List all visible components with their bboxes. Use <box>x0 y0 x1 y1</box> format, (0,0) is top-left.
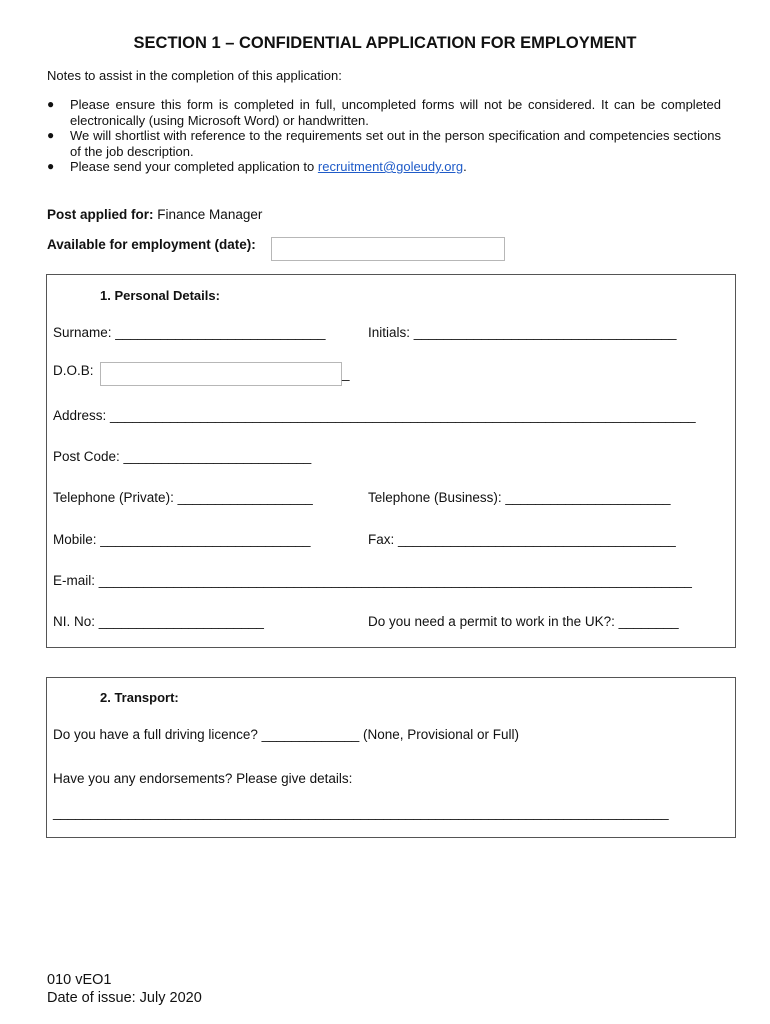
endorsements-label: Have you any endorsements? Please give details: <box>53 771 353 786</box>
note-item <box>47 97 721 128</box>
fax-field[interactable]: Fax: _____________________________________ <box>368 532 676 547</box>
note-text-prefix: Please send your completed application to <box>70 159 318 174</box>
recruitment-email-link[interactable]: recruitment@goleudy.org <box>317 159 464 174</box>
telephone-business-field[interactable]: Telephone (Business): ______________________ <box>368 490 671 505</box>
available-date-label: Available for employment (date): <box>47 237 256 252</box>
available-date-field[interactable] <box>271 237 505 261</box>
email-field[interactable]: E-mail: _______________________________________________________________________________ <box>53 573 692 588</box>
mobile-field[interactable]: Mobile: ____________________________ <box>53 532 311 547</box>
note-item <box>47 159 721 175</box>
dob-label: D.O.B: <box>53 363 94 378</box>
driving-licence-field[interactable]: Do you have a full driving licence? _____________ (None, Provisional or Full) <box>53 727 520 742</box>
bullet-icon: ● <box>47 97 55 111</box>
issue-date: Date of issue: July 2020 <box>47 990 202 1006</box>
dob-field[interactable] <box>100 362 342 386</box>
notes-list <box>47 97 721 175</box>
dob-underline: _ <box>342 366 350 381</box>
address-field[interactable]: Address: ______________________________________________________________________________ <box>53 408 696 423</box>
post-applied-row <box>47 207 262 222</box>
ni-number-field[interactable]: NI. No: ______________________ <box>53 614 264 629</box>
personal-details-heading: 1. Personal Details: <box>100 288 220 303</box>
notes-intro: Notes to assist in the completion of this application: <box>47 68 342 83</box>
bullet-icon: ● <box>47 159 55 173</box>
telephone-private-field[interactable]: Telephone (Private): __________________ <box>53 490 313 505</box>
transport-heading: 2. Transport: <box>100 690 179 705</box>
initials-field[interactable]: Initials: ___________________________________ <box>368 325 677 340</box>
postcode-field[interactable]: Post Code: _________________________ <box>53 449 312 464</box>
surname-field[interactable]: Surname: ____________________________ <box>53 325 326 340</box>
note-text: Please ensure this form is completed in full, uncompleted forms will not be considered. It can be completed electronically (using Microsoft Word) or handwritten. <box>70 97 721 128</box>
post-applied-value: Finance Manager <box>157 207 263 222</box>
page-title: SECTION 1 – CONFIDENTIAL APPLICATION FOR EMPLOYMENT <box>133 34 637 52</box>
note-text: We will shortlist with reference to the requirements set out in the person specification and competencies sections of the job description. <box>70 128 721 159</box>
endorsements-details-field[interactable]: __________________________________________________________________________________ <box>53 805 669 820</box>
work-permit-field[interactable]: Do you need a permit to work in the UK?: ________ <box>368 614 679 629</box>
bullet-icon: ● <box>47 128 55 142</box>
document-code: 010 vEO1 <box>47 972 112 988</box>
note-text-suffix: . <box>463 159 467 174</box>
note-item <box>47 128 721 159</box>
post-applied-label: Post applied for: <box>47 207 154 222</box>
